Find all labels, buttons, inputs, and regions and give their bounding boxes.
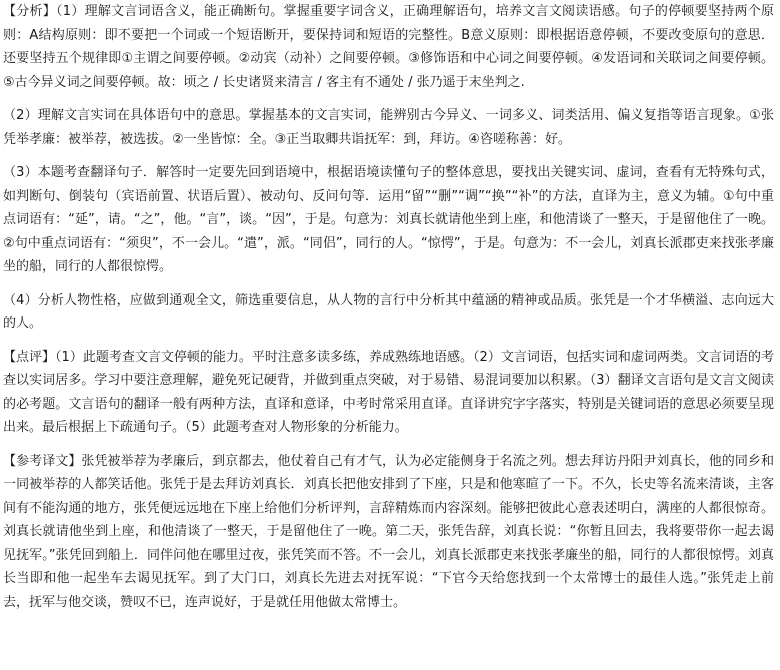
analysis-paragraph-3: （3）本题考查翻译句子．解答时一定要先回到语境中，根据语境读懂句子的整体意思，要找出关键实词、虚词，查看有无特殊句式，如判断句、倒装句（宾语前置、状语后置）、被动句、反问句等．运用“留”“删”“调”“换”“补”的方法，直译为主，意义为辅。①句中重点词语有：“延”，请。“之”，他。“言”，谈。“因”，于是。句意为：刘真长就请他坐到上座，和他清谈了一整天，于是留他住了一晚。②句中重点词语有：“须臾”，不一会儿。“遣”，派。“同侣”，同行的人。“惊愕”，于是。句意为：不一会儿，刘真长派郡吏来找张孝廉坐的船，同行的人都很惊愕。	[3, 165, 774, 274]
translation-paragraph: 【参考译文】张凭被举荐为孝廉后，到京都去，他仗着自己有才气，认为必定能侧身于名流之列。想去拜访丹阳尹刘真长，他的同乡和一同被举荐的人都笑话他。张凭于是去拜访刘真长．刘真长把他安排到了下座，只是和他寒暄了一下。不久，长史等名流来清谈，主客间有不能沟通的地方，张凭便远远地在下座上给他们分析评判，言辞精炼而内容深刻。能够把彼此心意表述明白，满座的人都很惊奇。刘真长就请他坐到上座，和他清谈了一整天，于是留他住了一晚。第二天，张凭告辞，刘真长说：“你暂且回去，我将要带你一起去谒见抚军。”张凭回到船上．同伴问他在哪里过夜，张凭笑而不答。不一会儿，刘真长派郡吏来找张孝廉坐的船，同行的人都很惊愕。刘真长当即和他一起坐车去谒见抚军。到了大门口，刘真长先进去对抚军说：“下官今天给您找到一个太常博士的最佳人选。”张凭走上前去，抚军与他交谈，赞叹不已，连声说好，于是就任用他做太常博士。	[3, 453, 774, 610]
analysis-paragraph-1: 【分析】（1）理解文言词语含义，能正确断句。掌握重要字词含义，正确理解语句，培养文言文阅读语感。句子的停顿要坚持两个原则：A结构原则：即不要把一个词或一个短语断开，要保持词和短语的完整性。B意义原则：即根据语意停顿，不要改变原句的意思．还要坚持五个规律即①主谓之间要停顿。②动宾（动补）之间要停顿。③修饰语和中心词之间要停顿。④发语词和关联词之间要停顿。⑤古今异义词之间要停顿。故：顷之 / 长史诸贤来清言 / 客主有不通处 / 张乃遥于末坐判之.	[3, 4, 774, 90]
analysis-paragraph-2: （2）理解文言实词在具体语句中的意思。掌握基本的文言实词，能辨别古今异义、一词多义、词类活用、偏义复指等语言现象。①张凭举孝廉：被举荐，被选拔。②一坐皆惊：全。③正当取卿共诣抚军：到，拜访。④咨嗟称善：好。	[3, 108, 774, 147]
analysis-paragraph-4: （4）分析人物性格，应做到通观全文，筛选重要信息，从人物的言行中分析其中蕴涵的精神或品质。张凭是一个才华横溢、志向远大的人。	[3, 292, 774, 331]
review-paragraph: 【点评】（1）此题考查文言文停顿的能力。平时注意多读多练，养成熟练地语感。（2）文言词语，包括实词和虚词两类。文言词语的考查以实词居多。学习中要注意理解，避免死记硬背，并做到重点突破，对于易错、易混词要加以积累。（3）翻译文言语句是文言文阅读的必考题。文言语句的翻译一般有两种方法，直译和意译，中考时常采用直译。直译讲究字字落实，特别是关键词语的意思必须要呈现出来。最后根据上下疏通句子。（5）此题考查对人物形象的分析能力。	[3, 349, 774, 435]
